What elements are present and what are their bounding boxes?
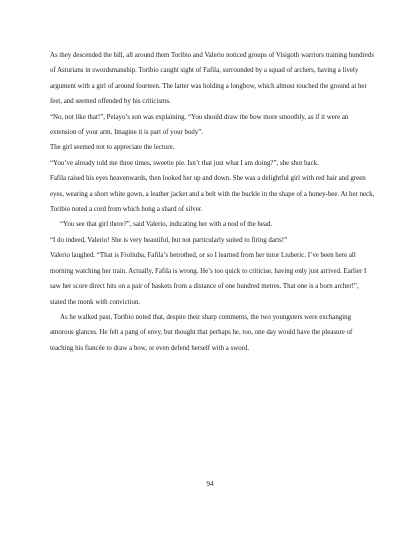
paragraph-4: “You’ve already told me three times, sweetie pie. Isn’t that just what I am doing?”, she shot back.: [50, 159, 319, 167]
page-body: [50, 48, 376, 356]
paragraph-2: “No, not like that!”, Pelayo’s son was explaining. “You should draw the bow more smoothly, as if it were an extension of your arm. Imagine it is part of your body”.: [50, 113, 349, 137]
paragraph-8: Valerio laughed. “That is Froliuba, Fafila’s betrothed, or so I learned from her tutor Liuberic. I’ve been here all morning watching her train. Actually, Fafila is wrong. He’s too quick to criticise, having only just arrived. Earlier I saw her score direct hits on a pair of baskets from a distance of one hundred metres. That one is a born archer!”, stated the monk with conviction.: [50, 252, 367, 306]
paragraph-6: “You see that girl there?”, said Valerio, indicating her with a nod of the head.: [60, 221, 273, 229]
paragraph-3: The girl seemed not to appreciate the lecture.: [50, 144, 175, 152]
paragraph-5: Fafila raised his eyes heavenwards, then looked her up and down. She was a delightful girl with red hair and green eyes, wearing a short white gown, a leather jacket and a belt with the buckle in the shape of a honey-bee. At her neck, Toribio noted a cord from which hung a shard of silver.: [50, 175, 375, 214]
paragraph-1: As they descended the hill, all around them Toribio and Valerio noticed groups of Visigoth warriors training hundreds of Asturians in swordsmanship. Toribio caught sight of Fafila, surrounded by a squad of archers, having a lively argument with a girl of around fourteen. The latter was holding a longbow, which almost touched the ground at her feet, and seemed offended by his criticisms.: [50, 52, 375, 106]
paragraph-7: “I do indeed, Valerio! She is very beautiful, but not particularly suited to firing darts!”: [50, 236, 288, 244]
page-number: 94: [206, 480, 214, 488]
paragraph-9: As he walked past, Toribio noted that, despite their sharp comments, the two youngsters were exchanging amorous glances. He felt a pang of envy, but thought that perhaps he, too, one day would have the pleasure of teaching his fiancée to draw a bow, or even defend herself with a sword.: [50, 313, 353, 352]
